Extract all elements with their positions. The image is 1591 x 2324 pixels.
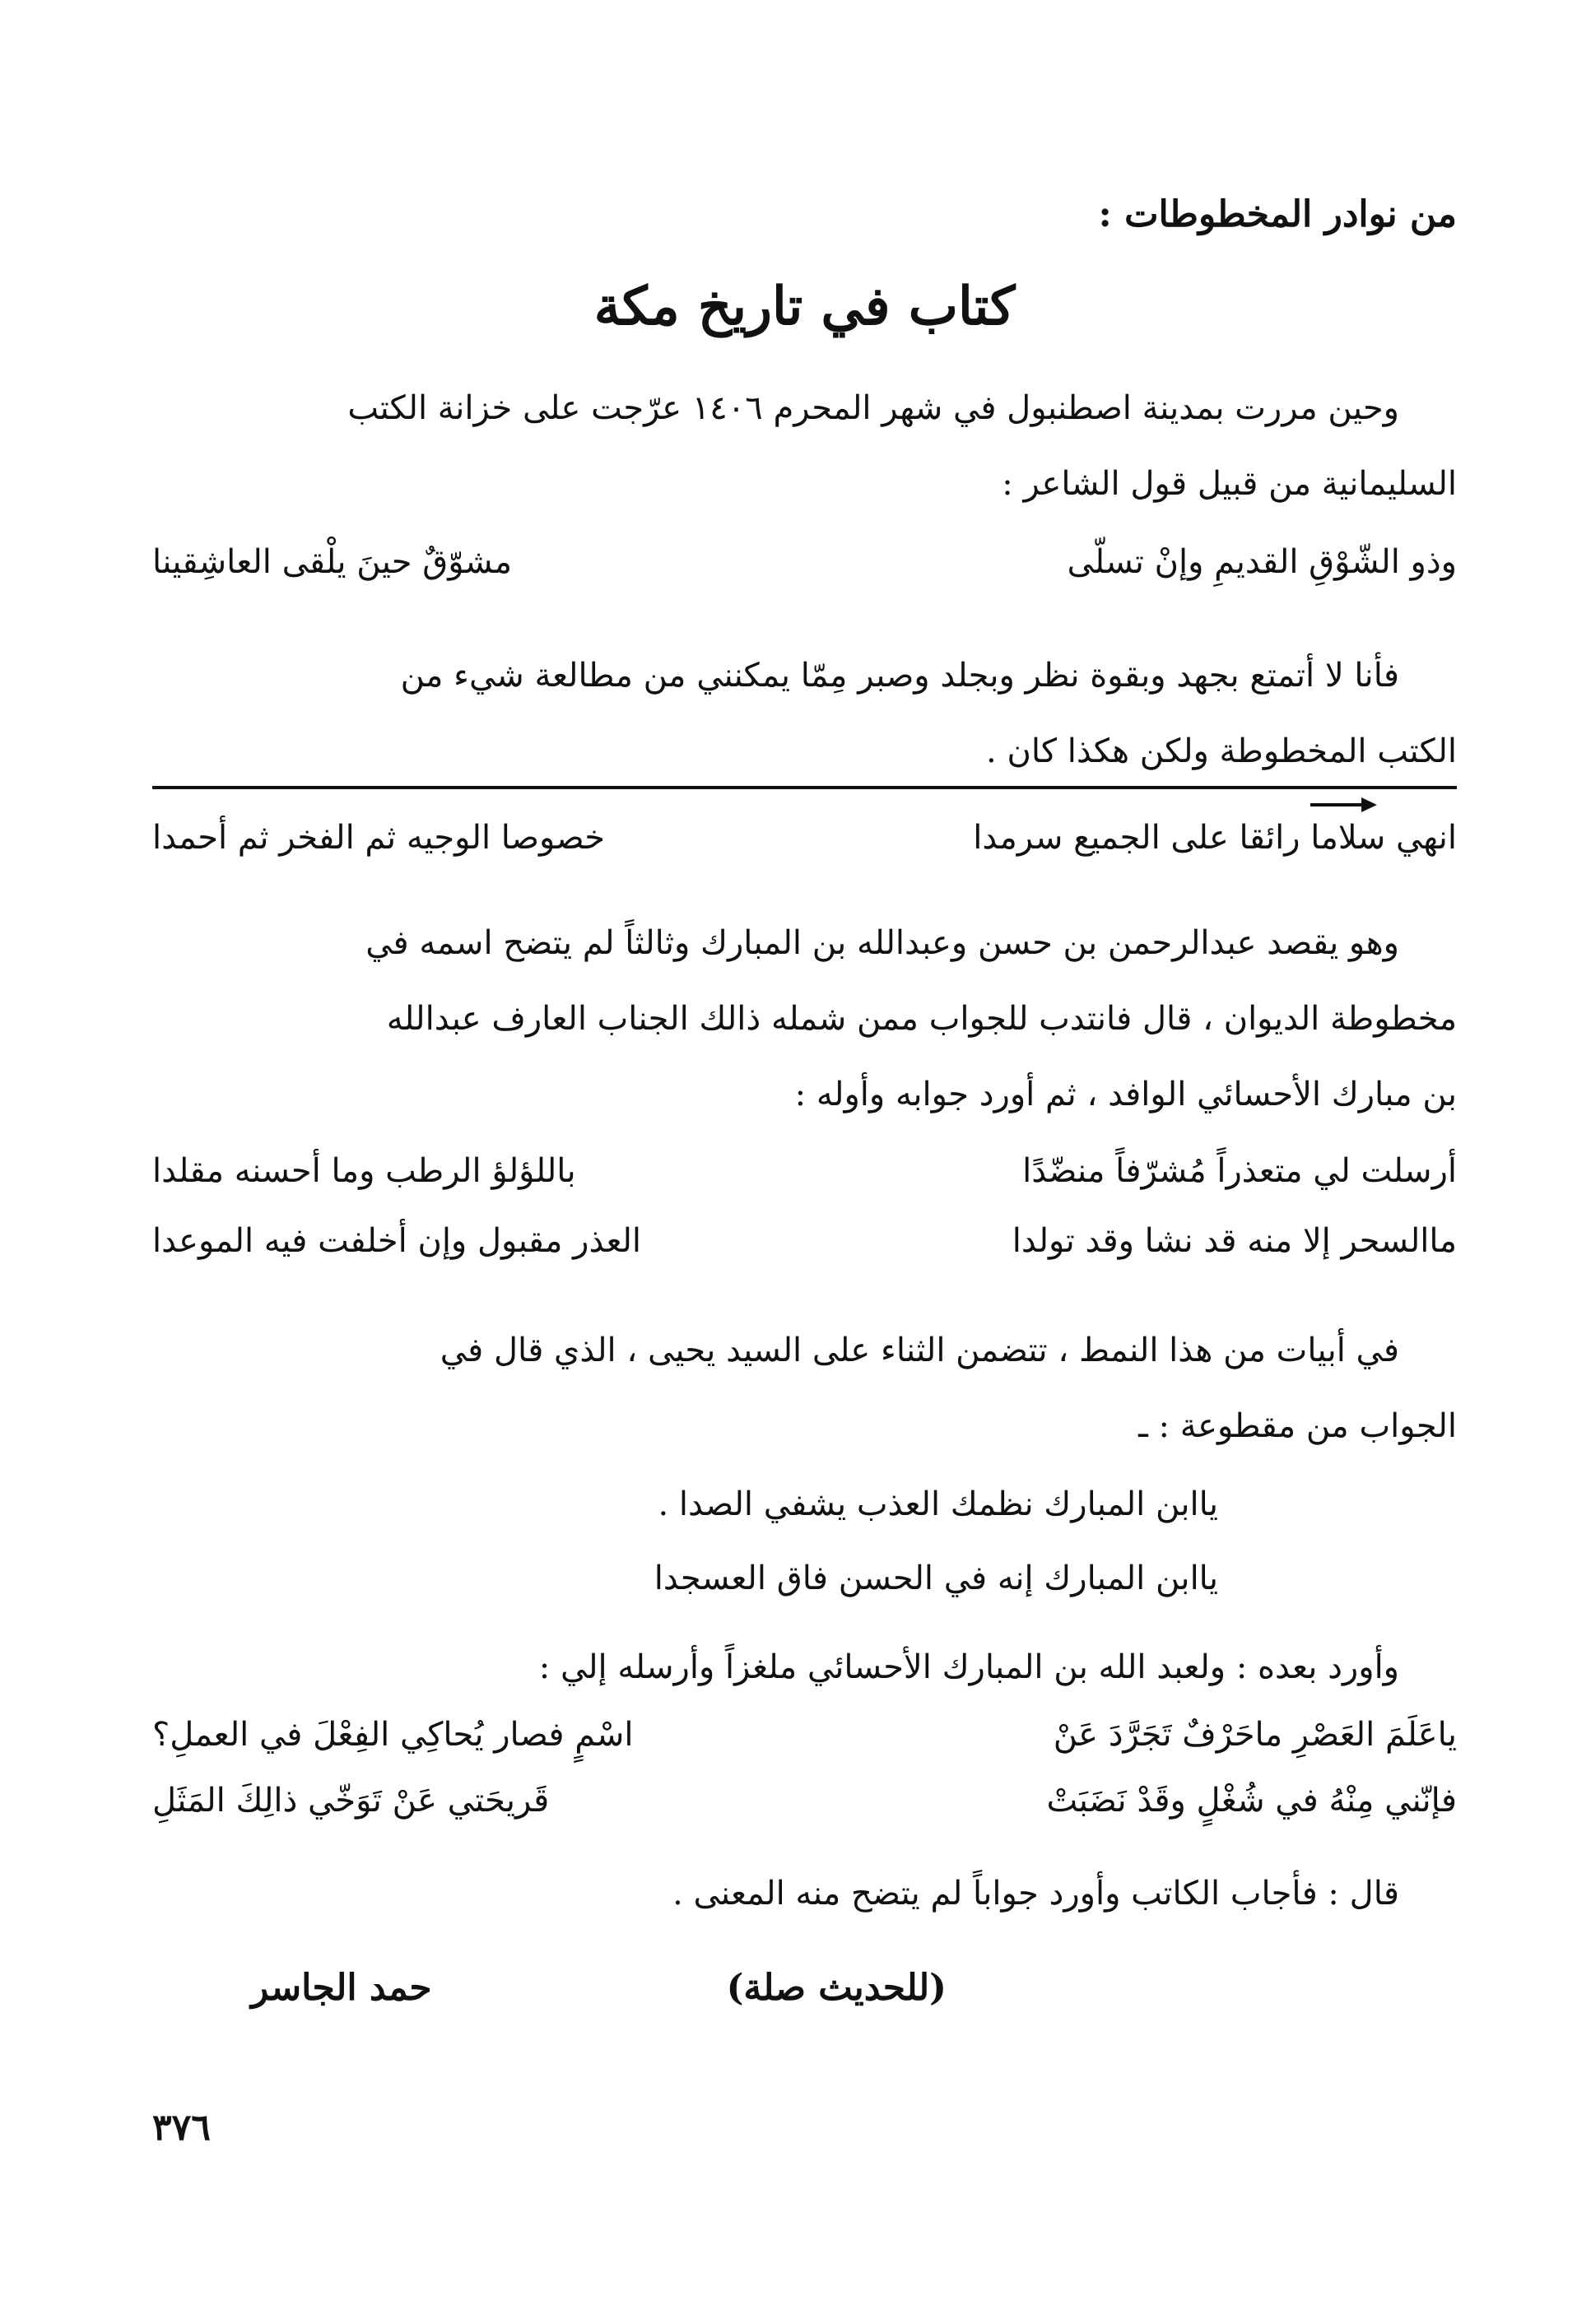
- verse-4: [152, 1222, 1457, 1290]
- verse-7-second-hemistich: اسْمٍ فصار يُحاكِي الفِعْلَ في العملِ؟: [152, 1716, 634, 1754]
- verse-5: ياابن المبارك نظمك العذب يشفي الصدا .: [658, 1485, 1218, 1523]
- paragraph-5: [152, 1629, 1457, 1705]
- verse-8: [152, 1782, 1457, 1849]
- paragraph-3-line-1: وهو يقصد عبدالرحمن بن حسن وعبدالله بن المبارك وثالثاً لم يتضح اسمه في: [365, 924, 1399, 962]
- verse-2: [152, 819, 1457, 886]
- intro-line-2: السليمانية من قبيل قول الشاعر :: [1002, 465, 1457, 503]
- verse-7: [152, 1716, 1457, 1783]
- section-label: من نوادر المخطوطات :: [1098, 193, 1457, 235]
- verse-8-second-hemistich: قَريحَتي عَنْ تَوَخّي ذالِكَ المَثَلِ: [152, 1782, 550, 1820]
- verse-6: ياابن المبارك إنه في الحسن فاق العسجدا: [654, 1559, 1218, 1597]
- verse-2-second-hemistich: خصوصا الوجيه ثم الفخر ثم أحمدا: [152, 819, 606, 857]
- paragraph-5-line-1: وأورد بعده : ولعبد الله بن المبارك الأحسائي ملغزاً وأرسله إلي :: [538, 1648, 1399, 1686]
- signature-row: [152, 1967, 1457, 2024]
- verse-1-second-hemistich: مشوّقٌ حينَ يلْقى العاشِقينا: [152, 543, 513, 581]
- to-be-continued: (للحديث صلة): [726, 1967, 947, 2009]
- arrow-icon: [1309, 796, 1379, 814]
- verse-3: [152, 1152, 1457, 1220]
- page-number: ٣٧٦: [152, 2107, 211, 2149]
- verse-1-first-hemistich: وذو الشّوْقِ القديمِ وإنْ تسلّى: [1067, 543, 1457, 581]
- verse-1: [152, 543, 1457, 611]
- document-page: [152, 177, 1457, 2193]
- paragraph-2-line-1: فأنا لا أتمتع بجهد وبقوة نظر وبجلد وصبر مِمّا يمكنني من مطالعة شيء من: [400, 657, 1399, 695]
- verse-2-first-hemistich: انهي سلاما رائقا على الجميع سرمدا: [973, 819, 1457, 857]
- paragraph-4: [152, 1313, 1457, 1464]
- verse-3-second-hemistich: باللؤلؤ الرطب وما أحسنه مقلدا: [152, 1152, 576, 1190]
- paragraph-6-line-1: قال : فأجاب الكاتب وأورد جواباً لم يتضح منه المعنى .: [672, 1875, 1399, 1913]
- article-title: كتاب في تاريخ مكة: [593, 276, 1016, 337]
- paragraph-4-line-2: الجواب من مقطوعة : ـ: [1138, 1407, 1457, 1445]
- verse-4-second-hemistich: العذر مقبول وإن أخلفت فيه الموعدا: [152, 1222, 642, 1260]
- verse-8-first-hemistich: فإنّني مِنْهُ في شُغْلٍ وقَدْ نَضَبَتْ: [1046, 1782, 1457, 1820]
- paragraph-3-line-3: بن مبارك الأحسائي الوافد ، ثم أورد جوابه وأوله :: [794, 1076, 1457, 1113]
- paragraph-3: [152, 905, 1457, 1132]
- paragraph-2: [152, 638, 1457, 789]
- verse-3-first-hemistich: أرسلت لي متعذراً مُشرّفاً منضّدًا: [1022, 1152, 1457, 1190]
- paragraph-4-line-1: في أبيات من هذا النمط ، تتضمن الثناء على السيد يحيى ، الذي قال في: [440, 1332, 1399, 1369]
- paragraph-6: [152, 1856, 1457, 1931]
- verse-7-first-hemistich: ياعَلَمَ العَصْرِ ماحَرْفٌ تَجَرَّدَ عَنْ: [1053, 1716, 1457, 1754]
- paragraph-3-line-2: مخطوطة الديوان ، قال فانتدب للجواب ممن شمله ذالك الجناب العارف عبدالله: [386, 1000, 1457, 1038]
- divider-rule: [152, 786, 1457, 789]
- intro-line-1: وحين مررت بمدينة اصطنبول في شهر المحرم ١٤٠٦ عرّجت على خزانة الكتب: [347, 389, 1399, 427]
- paragraph-2-line-2: الكتب المخطوطة ولكن هكذا كان .: [986, 732, 1457, 770]
- author-name: حمد الجاسر: [251, 1967, 432, 2009]
- verse-4-first-hemistich: ماالسحر إلا منه قد نشا وقد تولدا: [1012, 1222, 1457, 1260]
- intro-paragraph: [152, 370, 1457, 522]
